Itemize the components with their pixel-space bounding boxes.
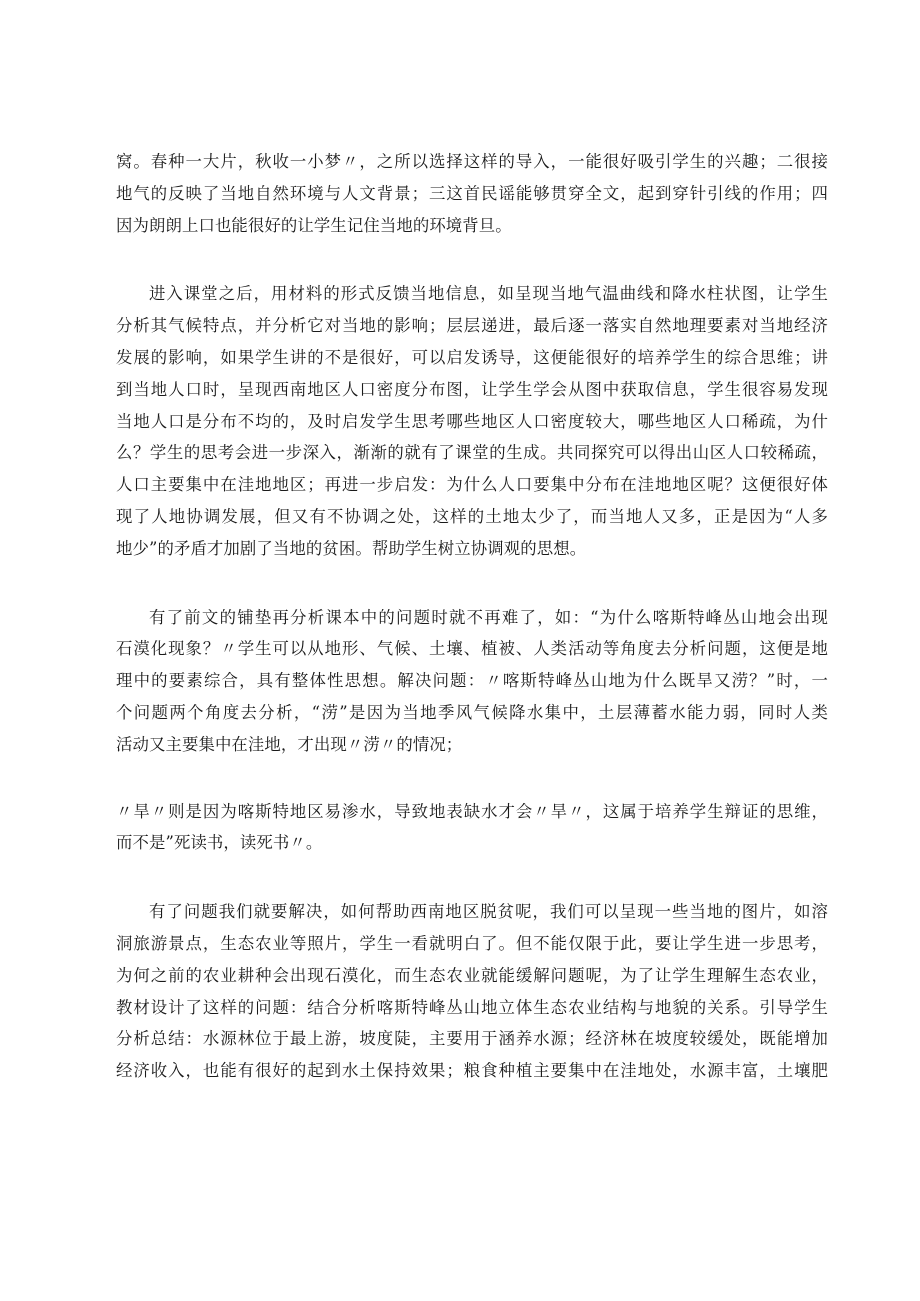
text-line: 而不是”死读书，读死书〃。 xyxy=(116,833,323,853)
text-line: 发展的影响，如果学生讲的不是很好，可以启发诱导，这便能很好的培养学生的综合思维；讲 xyxy=(116,347,828,367)
text-line: 石漠化现象？〃学生可以从地形、气候、土壤、植被、人类活动等角度去分析问题，这便是地 xyxy=(116,639,828,659)
text-line: 到当地人口时，呈现西南地区人口密度分布图，让学生学会从图中获取信息，学生很容易发现 xyxy=(116,379,828,399)
text-line: 地少”的矛盾才加剧了当地的贫困。帮助学生树立协调观的思想。 xyxy=(116,538,587,558)
paragraph-2 xyxy=(116,278,828,564)
paragraph-4 xyxy=(116,796,828,860)
text-line: 为何之前的农业耕种会出现石漠化，而生态农业就能缓解问题呢，为了让学生理解生态农业， xyxy=(116,965,828,985)
text-line: 地气的反映了当地自然环境与人文背景；三这首民谣能够贯穿全文，起到穿针引线的作用；四 xyxy=(116,183,828,203)
text-line: 有了问题我们就要解决，如何帮助西南地区脱贫呢，我们可以呈现一些当地的图片，如溶 xyxy=(149,902,828,922)
text-line: 进入课堂之后，用材料的形式反馈当地信息，如呈现当地气温曲线和降水柱状图，让学生 xyxy=(149,284,828,304)
text-line: 个问题两个角度去分析，“涝”是因为当地季风气候降水集中，土层薄蓄水能力弱，同时人类 xyxy=(116,702,828,722)
text-line: 分析其气候特点，并分析它对当地的影响；层层递进，最后逐一落实自然地理要素对当地经济 xyxy=(116,316,828,336)
text-line: 现了人地协调发展，但又有不协调之处，这样的土地太少了，而当地人又多，正是因为“人多 xyxy=(116,506,828,526)
text-line: 有了前文的铺垫再分析课本中的问题时就不再难了，如：“为什么喀斯特峰丛山地会出现 xyxy=(149,607,828,627)
text-line: 当地人口是分布不均的，及时启发学生思考哪些地区人口密度较大，哪些地区人口稀疏，为什 xyxy=(116,411,828,431)
text-line: 教材设计了这样的问题：结合分析喀斯特峰丛山地立体生态农业结构与地貌的关系。引导学生 xyxy=(116,997,828,1017)
text-line: 分析总结：水源林位于最上游，坡度陡，主要用于涵养水源；经济林在坡度较缓处，既能增加 xyxy=(116,1029,828,1049)
body-text xyxy=(116,146,828,1087)
paragraph-1 xyxy=(116,146,828,241)
text-line: 活动又主要集中在洼地，才出现〃涝〃的情况； xyxy=(116,734,463,754)
paragraph-3 xyxy=(116,602,828,761)
text-line: 理中的要素综合，具有整体性思想。解决问题：〃喀斯特峰丛山地为什么既旱又涝？”时，一 xyxy=(116,671,828,691)
text-line: 么？学生的思考会进一步深入，渐渐的就有了课堂的生成。共同探究可以得出山区人口较稀疏， xyxy=(116,443,828,463)
text-line: 因为朗朗上口也能很好的让学生记住当地的环境背旦。 xyxy=(116,215,512,235)
text-line: 人口主要集中在洼地地区；再进一步启发：为什么人口要集中分布在洼地地区呢？这便很好体 xyxy=(116,475,828,495)
text-line: 〃旱〃则是因为喀斯特地区易渗水，导致地表缺水才会〃旱〃，这属于培养学生辩证的思维， xyxy=(116,801,828,821)
paragraph-5 xyxy=(116,896,828,1087)
text-line: 经济收入，也能有很好的起到水土保持效果；粮食种植主要集中在洼地处，水源丰富，土壤肥 xyxy=(116,1061,828,1081)
text-line: 洞旅游景点，生态农业等照片，学生一看就明白了。但不能仅限于此，要让学生进一步思考， xyxy=(116,933,828,953)
text-line: 窝。春种一大片，秋收一小梦〃，之所以选择这样的导入，一能很好吸引学生的兴趣；二很接 xyxy=(116,152,828,171)
